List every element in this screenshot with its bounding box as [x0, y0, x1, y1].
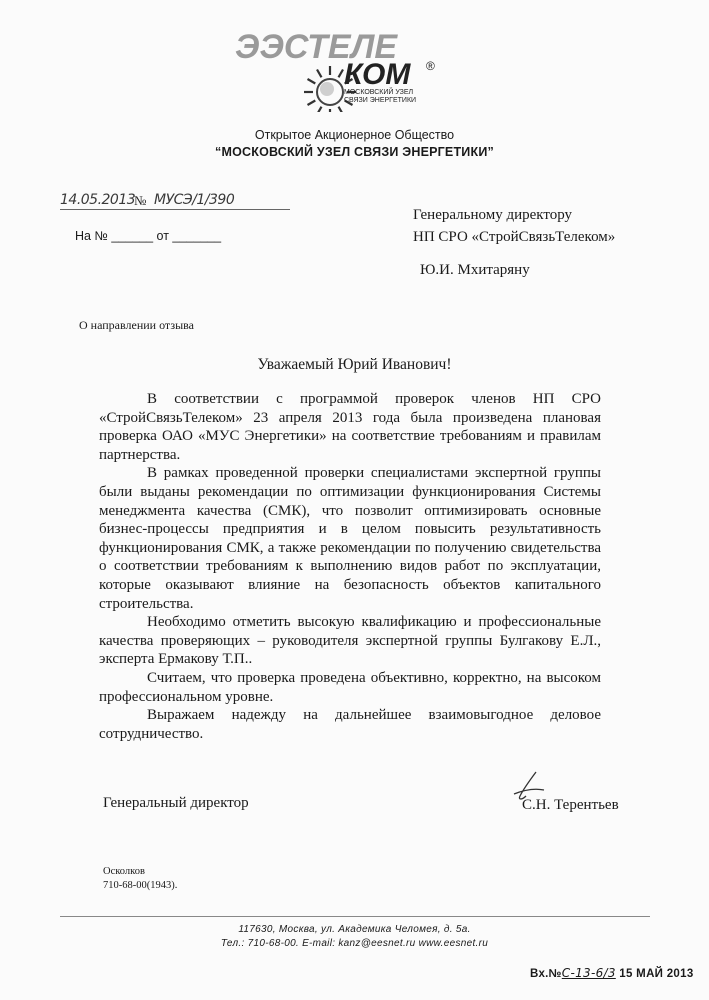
underline	[60, 209, 290, 210]
paragraph-1: В соответствии с программой проверок членов НП СРО «СтройСвязьТелеком» 23 апреля 2013 года была произведена плановая проверка ОАО «МУС Энергетики» на соответствие требованиям и правилам партнерства.	[99, 391, 601, 463]
paragraph-4: Считаем, что проверка проведена объективно, корректно, на высоком профессиональном уровне.	[99, 669, 601, 705]
org-name: “МОСКОВСКИЙ УЗЕЛ СВЯЗИ ЭНЕРГЕТИКИ”	[215, 145, 494, 159]
addressee-block	[413, 204, 615, 248]
letter-body	[99, 390, 601, 743]
outgoing-number: МУСЭ/1/390	[154, 192, 235, 208]
footer-address: 117630, Москва, ул. Академика Челомея, д. 5а.	[238, 924, 471, 935]
stamp-number: С-13-6/3	[561, 966, 616, 980]
outgoing-number-line	[60, 192, 290, 216]
company-logo	[220, 22, 460, 112]
logo-word-top: ЭЭСТЕЛЕ	[235, 28, 398, 66]
footer-contacts: Тел.: 710-68-00. E-mail: kanz@eesnet.ru www.eesnet.ru	[220, 938, 489, 949]
footer-divider	[60, 916, 650, 917]
logo-sub2: СВЯЗИ ЭНЕРГЕТИКИ	[344, 97, 417, 104]
outgoing-num-sign: №	[134, 193, 147, 208]
outgoing-date: 14.05.2013	[60, 192, 136, 208]
org-type: Открытое Акционерное Общество	[254, 128, 455, 142]
signer-name: С.Н. Терентьев	[522, 797, 619, 813]
subject-line: О направлении отзыва	[79, 318, 194, 332]
reference-line: На № ______ от _______	[75, 229, 222, 243]
greeting: Уважаемый Юрий Иванович!	[257, 356, 452, 373]
stamp-date: 15 МАЙ 2013	[619, 968, 694, 980]
addressee-line2: НП СРО «СтройСвязьТелеком»	[413, 229, 616, 245]
signer-title: Генеральный директор	[103, 795, 249, 811]
paragraph-2: В рамках проведенной проверки специалистами экспертной группы были выданы рекомендации по оптимизации функционирования Системы менеджмента качества (СМК), что позволит оптимизировать основные бизнес-процессы предприятия и в целом повысить результативность функционирования СМК, а также рекомендации по получению свидетельства о соответствии требованиям к выполнению видов работ по эксплуатации, которые оказывают влияние на безопасность объектов капитального строительства.	[99, 465, 601, 612]
logo-sub1: МОСКОВСКИЙ УЗЕЛ	[344, 89, 414, 96]
logo-trademark: ®	[426, 59, 435, 73]
paragraph-3: Необходимо отметить высокую квалификацию и профессиональные качества проверяющих – руководителя экспертной группы Булгакову Е.Л., эксперта Ермакову Т.П..	[99, 614, 601, 668]
executor-block	[103, 865, 177, 893]
addressee-line1: Генеральному директору	[413, 207, 573, 223]
addressee-name: Ю.И. Мхитаряну	[420, 262, 530, 278]
stamp-prefix: Вх.№	[530, 968, 562, 980]
executor-phone: 710-68-00(1943).	[103, 880, 178, 891]
paragraph-5: Выражаем надежду на дальнейшее взаимовыгодное деловое сотрудничество.	[99, 707, 601, 742]
logo-word-bottom: КОМ	[344, 58, 411, 91]
incoming-stamp	[530, 966, 694, 980]
executor-name: Осколков	[103, 866, 145, 877]
